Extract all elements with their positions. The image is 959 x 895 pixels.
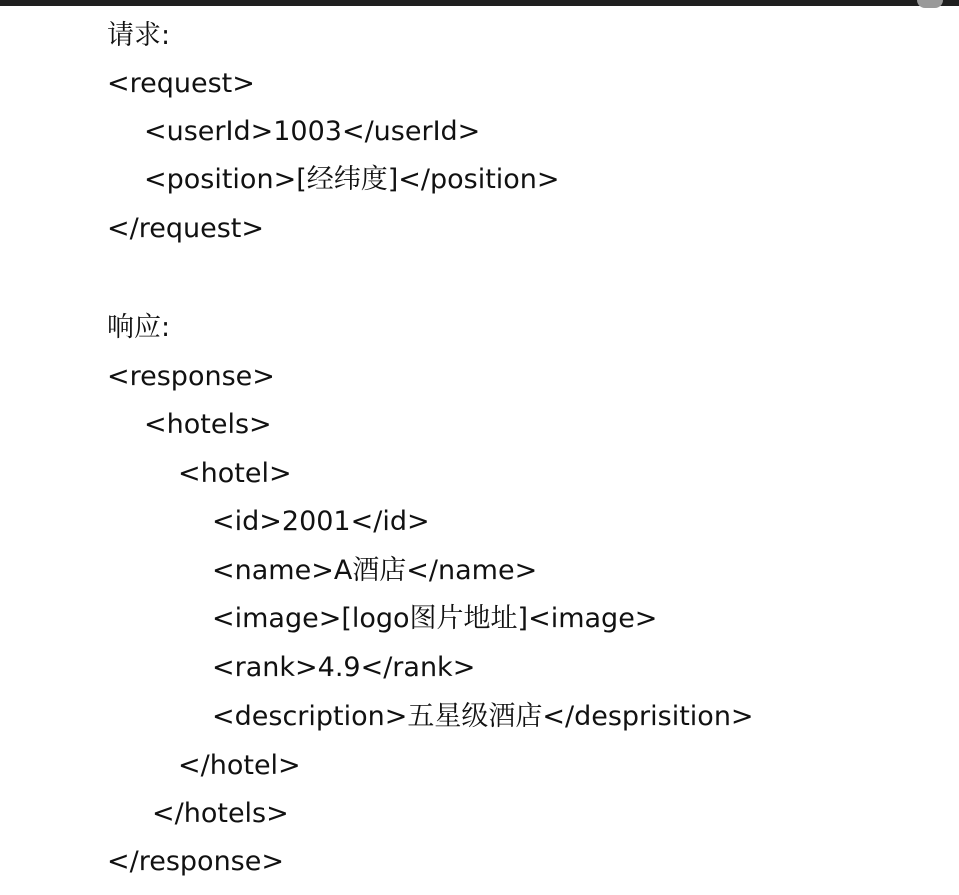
hotels-close-tag: </hotels> [152, 798, 289, 829]
image-line: <image>[logo图片地址]<image> [212, 603, 658, 634]
userid-line: <userId>1003</userId> [144, 116, 481, 147]
description-line: <description>五星级酒店</desprisition> [212, 701, 754, 732]
request-close-tag: </request> [107, 213, 264, 244]
rank-line: <rank>4.9</rank> [212, 652, 476, 683]
id-line: <id>2001</id> [212, 506, 430, 537]
response-close-tag: </response> [107, 846, 284, 877]
position-line: <position>[经纬度]</position> [144, 164, 560, 195]
response-heading: 响应: [107, 312, 171, 343]
request-open-tag: <request> [107, 68, 255, 99]
hotel-open-tag: <hotel> [178, 458, 292, 489]
response-open-tag: <response> [107, 361, 275, 392]
request-heading: 请求: [107, 20, 171, 51]
hotels-open-tag: <hotels> [144, 409, 272, 440]
name-line: <name>A酒店</name> [212, 555, 538, 586]
hotel-close-tag: </hotel> [178, 750, 301, 781]
